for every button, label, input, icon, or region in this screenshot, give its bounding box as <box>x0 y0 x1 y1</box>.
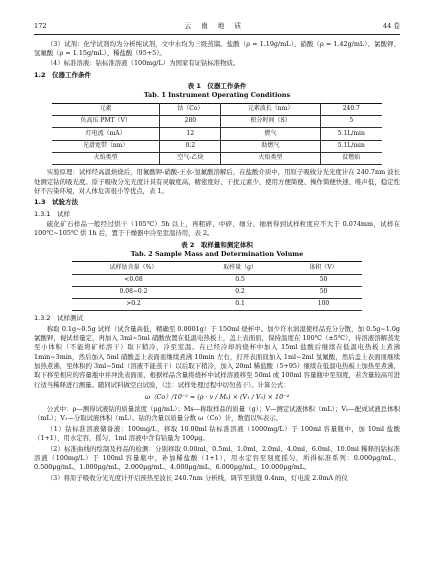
paragraph-experiment-principle: 实验原理：试样经高温焙烧后，用氟酸钾-硝酸-王水-氢氟酸溶解后，在盐酸介质中，用原子吸收分光光度计在 240.7nm 波长处测定钴的吸光度。原子吸收分光光度计具有灵敏度高、精密度好、干扰元素少、使用方便简便、操作简便快速、唯声低，稳定性好不污染环境，对人体危害很小等优点，表 1。 <box>34 168 400 195</box>
sample-mass-table <box>72 261 362 311</box>
table-header-cell: 元素 <box>52 103 160 115</box>
instrument-conditions-table <box>52 103 382 165</box>
table-cell: 燃气 <box>221 128 320 140</box>
table-cell: 光谱宽带（nm） <box>52 140 160 152</box>
table-header-cell: 元素波长（nm） <box>221 103 320 115</box>
paragraph-sample: 硫化矿石样品一般经过烘干（105℃）5h 以上，再粗碎、中碎、细分、细磨得到试样粒度应不大于 0.074mm，试样在 100℃~105℃ 烘 1h 后，置于干燥器中冷至室温待用，表 2。 <box>34 219 400 238</box>
table-header-cell: 体积（V） <box>285 262 362 274</box>
table1-caption-en: Tab. 1 Instrument Operating Conditions <box>143 91 291 100</box>
page-number: 172 <box>34 22 47 30</box>
table-row <box>72 299 362 311</box>
table-cell: <0.08 <box>72 274 195 286</box>
table-row <box>52 152 382 164</box>
section-heading-1-2: 1.2 仪器工作条件 <box>34 70 92 79</box>
table-cell: 0.5 <box>195 274 285 286</box>
table-row <box>52 140 382 152</box>
table-cell: 火焰类型 <box>52 152 160 164</box>
table-row <box>72 286 362 298</box>
paragraph-reagents: （3）试剂：化学试剂均为分析纯试剂，文中水均为三级蒸馏。盐酸（ρ = 1.19g/mL）、硝酸（ρ = 1.42g/mL）、氯酸钾、氢氟酸（ρ = 1.15g/mL）、稀盐酸（95+5）。 <box>34 39 400 57</box>
table-cell: 助燃气 <box>221 140 320 152</box>
table2-caption-en: Tab. 2 Sample Mass and Determination Volume <box>130 249 304 258</box>
calculation-formula: ω（Co）/10⁻² = (ρ · v / Mₛ) × (V₁ / V₀) × 10⁻⁴ <box>144 392 290 401</box>
table-cell: 积分时间（S） <box>221 116 320 128</box>
table-cell: 100 <box>285 299 362 311</box>
paragraph-test-procedure: 称取 0.1g~0.5g 试样（试含量高低，精确至 0.0001g）于 150ml 烧杯中。加少许水润湿使样品充分分散，加 0.5g~1.0g 氯酸钾，视试样量定，再加入 3ml~5ml 硝酸放置在低温电热板上，盖上表面皿，保持温度在 100℃（±5℃），待溶液溶解蒸发至小体积（不能将矿样溶干）取下稍冷，冷至室温。在已经冷却的烧杯中加入 15ml 盐酸后继续在低温电热板上煮沸 1min~3min，然后加入 5ml 硝酸盖上表面皿继续煮沸 10min 左右，打开表面皿加入 1ml~2ml 氢氟酸，然后盖上表面皿继续加热煮沸，至体积约 3ml~5ml（溶液不能蒸干）以后取下稍冷，加入 20ml 稀盐酸（5+95）继续在低温电热板上加热至煮沸，取下移至相应的容量瓶中并冲洗表面皿，根据样品含量将烧杯中试样溶液移至 50ml 或 100ml 容量瓶中至刻度，若含量较高可进行适当稀释进行测量。随同试料做空白试验，（注：试样处理过程中切勿蒸干）。计算公式： <box>34 324 400 389</box>
table-cell: 0.1 <box>195 299 285 311</box>
table-cell: 5.1L/min <box>320 128 382 140</box>
table-header-row <box>72 262 362 274</box>
table-cell: 负高压 PMT（V） <box>52 116 160 128</box>
volume-label: 44 卷 <box>382 22 400 30</box>
table-row <box>72 274 362 286</box>
table-cell: 贫燃焰 <box>320 152 382 164</box>
section-heading-1-3-2: 1.3.2 试样测试 <box>34 314 84 323</box>
list-item: （1）钴标准溶液储备液：100mg/L，移取 10.00ml 钴标准溶液（1000mg/L）于 100ml 容量瓶中，加 10ml 盐酸（1+1），用水定容，摇匀，1ml 溶液中含有钴量为 100μg。 <box>34 424 400 443</box>
section-heading-1-3-1: 1.3.1 试样 <box>34 209 71 218</box>
table-row <box>52 116 382 128</box>
table-cell: 12 <box>160 128 221 140</box>
table-cell: 火焰类型 <box>221 152 320 164</box>
list-item: （3）将原子吸收分光光度计开启预热至波长 240.7nm 分析线，调节至狭缝 0.4nm，灯电流 2.0mA 的仪 <box>46 473 348 482</box>
table2-caption-cn: 表 2 取样量和测定体积 <box>181 240 253 249</box>
paragraph-standard-solution: （4）标准溶液：钴标准溶液（100mg/L）为国家有证钴标准物质。 <box>46 59 240 68</box>
table-header-cell: 240.7 <box>320 103 382 115</box>
table-cell: 0.2 <box>195 286 285 298</box>
table-cell: 50 <box>285 274 362 286</box>
table-cell: 5 <box>320 116 382 128</box>
table-cell: 空气-乙炔 <box>160 152 221 164</box>
table-header-row <box>52 103 382 115</box>
table-cell: 280 <box>160 116 221 128</box>
journal-name: 云 南 地 质 <box>184 22 246 30</box>
running-header <box>34 22 400 35</box>
table-cell: 5.1L/min <box>320 140 382 152</box>
table-cell: 50 <box>285 286 362 298</box>
table-row <box>52 128 382 140</box>
table-header-cell: 取样量（g） <box>195 262 285 274</box>
table-header-cell: 试样钴含量（%） <box>72 262 195 274</box>
table-cell: 0.2 <box>160 140 221 152</box>
table-cell: 0.08~0.2 <box>72 286 195 298</box>
table-cell: >0.2 <box>72 299 195 311</box>
table1-caption-cn: 表 1 仪器工作条件 <box>187 82 247 90</box>
table-cell: 灯电流（mA） <box>52 128 160 140</box>
list-item: （2）标准曲线的绘制及样品的检测：分别移取 0.00ml、0.5ml、1.0ml、2.0ml、4.0ml、6.0ml、10.0ml 稀释的钴标准溶液（100mg/L）于 100ml 容量瓶中，补加稀盐酸（1+1），用水定容至刻度摇匀，所得标准系列：0.000μg/mL、0.500μg/mL、1.000μg/mL、2.000μg/mL、4.000μg/mL、6.000μg/mL、10.000μg/mL。 <box>34 444 400 472</box>
section-heading-1-3: 1.3 试验方法 <box>34 198 79 207</box>
table-header-cell: 钴（Co） <box>160 103 221 115</box>
page <box>34 22 400 484</box>
paragraph-formula-note: 公式中：ρ—测得试液钴的质量浓度（μg/mL）；Ms—称取样品的质量（g）；V—测定试液体积（mL）；V₀—配成试液总体积（mL）；V₁—分取试液体积（mL）。钴的含量以质量分数 ω（Co）计，数值以%表示。 <box>34 405 400 423</box>
